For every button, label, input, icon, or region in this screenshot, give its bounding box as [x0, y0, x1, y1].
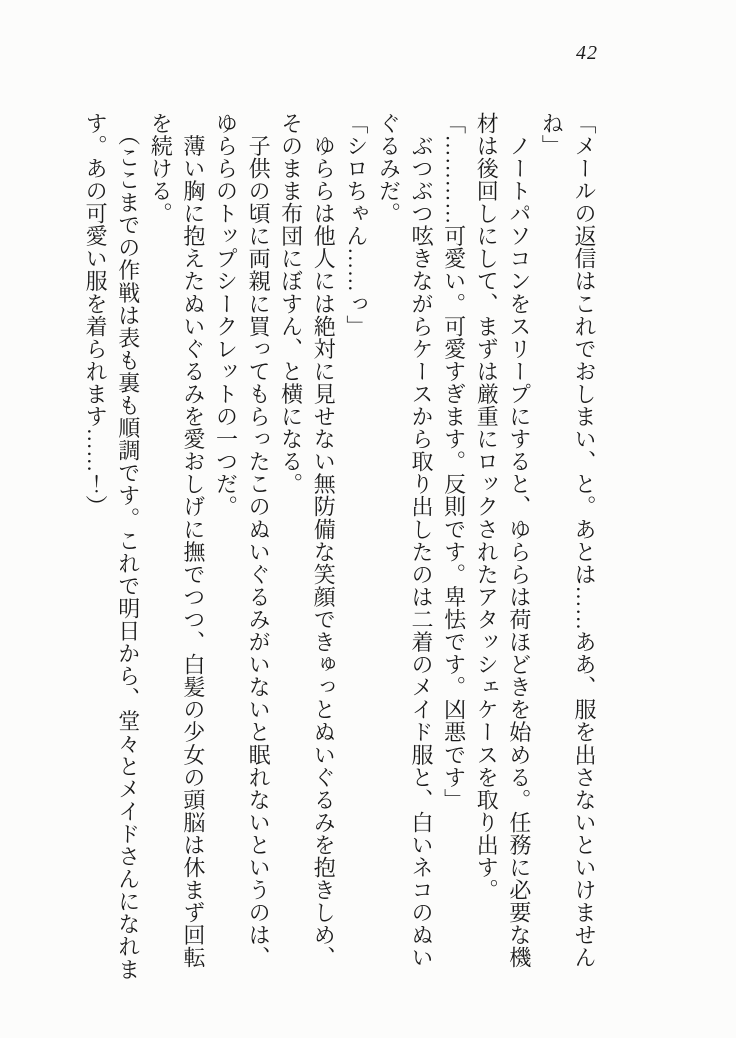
text-column: 「シロちゃん……っ」 — [343, 112, 369, 338]
text-column: ノートパソコンをスリープにすると、ゆららは荷ほどきを始める。任務に必要な機 — [506, 112, 532, 969]
text-column: ぶつぶつ呟きながらケースから取り出したのは二着のメイド服と、白いネコのぬい — [409, 112, 435, 969]
text-column: ゆららは他人には絶対に見せない無防備な笑顔できゅっとぬいぐるみを抱きしめ、 — [311, 112, 337, 969]
text-column: ね」 — [539, 112, 565, 158]
text-column: （ここまでの作戦は表も裏も順調です。これで明日から、堂々とメイドさんになれま — [115, 112, 141, 981]
vertical-text-body — [79, 112, 601, 992]
text-column: そのまま布団にぼすん、と横になる。 — [278, 112, 304, 496]
text-column: 「…………可愛い。可愛すぎます。反則です。卑怯です。凶悪です」 — [441, 112, 467, 812]
text-column: を続ける。 — [148, 112, 174, 225]
text-column: ぐるみだ。 — [376, 112, 402, 225]
text-column: 材は後回しにして、まずは厳重にロックされたアタッシェケースを取り出す。 — [474, 112, 500, 902]
page-number: 42 — [576, 42, 598, 64]
text-column: 薄い胸に抱えたぬいぐるみを愛おしげに撫でつつ、白髪の少女の頭脳は休まず回転 — [180, 112, 206, 969]
text-column: 「メールの返信はこれでおしまい、と。あとは……ああ、服を出さないといけません — [572, 112, 597, 969]
text-column: 子供の頃に両親に買ってもらったこのぬいぐるみがいないと眠れないというのは、 — [246, 112, 272, 969]
text-column: す。あの可愛い服を着られます……！） — [83, 112, 109, 518]
text-column: ゆららのトップシークレットの一つだ。 — [213, 112, 239, 518]
